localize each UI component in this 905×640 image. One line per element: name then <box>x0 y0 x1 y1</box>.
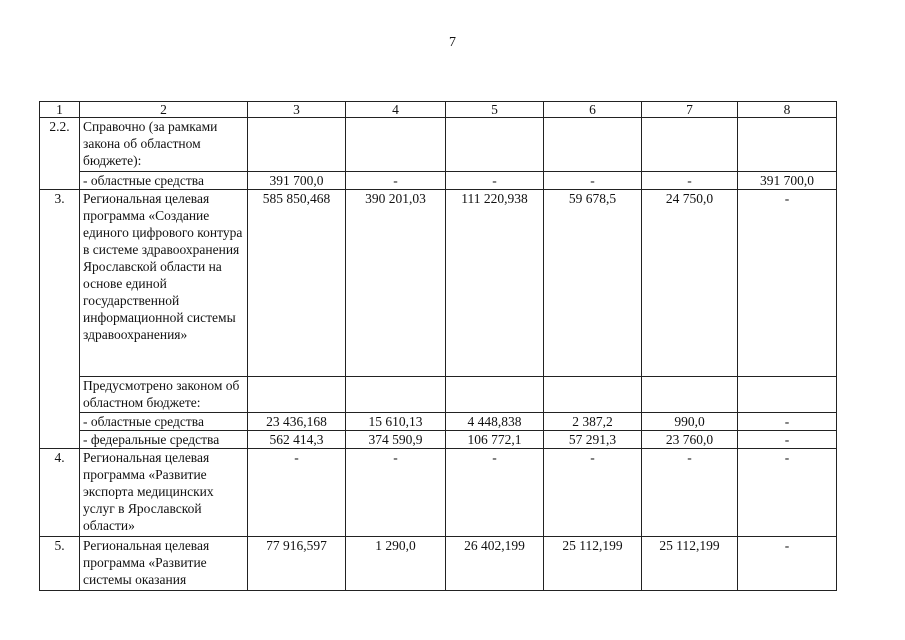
table-row <box>40 377 837 413</box>
table-row <box>40 413 837 431</box>
value-cell: - <box>642 449 738 537</box>
value-cell: - <box>544 449 642 537</box>
value-cell: 111 220,938 <box>446 190 544 377</box>
row-description: Региональная целевая программа «Создание единого цифрового контура в системе здравоохранения Ярославской области на основе единой государственной информационной системы здравоохранения» <box>80 190 248 377</box>
value-cell: - <box>544 172 642 190</box>
row-description: Региональная целевая программа «Развитие экспорта медицинских услуг в Ярославской области» <box>80 449 248 537</box>
value-cell: 562 414,3 <box>248 431 346 449</box>
value-cell: - <box>346 449 446 537</box>
value-cell: 23 760,0 <box>642 431 738 449</box>
budget-table <box>39 101 837 591</box>
value-cell: 2 387,2 <box>544 413 642 431</box>
header-cell: 8 <box>738 102 837 118</box>
row-description: Региональная целевая программа «Развитие системы оказания <box>80 537 248 591</box>
row-number: 4. <box>40 449 80 537</box>
row-note: Предусмотрено законом об областном бюджете: <box>80 377 248 413</box>
value-cell: - <box>248 449 346 537</box>
header-row <box>40 102 837 118</box>
value-cell: - <box>446 449 544 537</box>
header-cell: 1 <box>40 102 80 118</box>
row-number: 5. <box>40 537 80 591</box>
value-cell: 4 448,838 <box>446 413 544 431</box>
value-cell: 391 700,0 <box>248 172 346 190</box>
value-cell: - <box>738 537 837 591</box>
table-row <box>40 172 837 190</box>
header-cell: 4 <box>346 102 446 118</box>
value-cell: 25 112,199 <box>544 537 642 591</box>
value-cell: 57 291,3 <box>544 431 642 449</box>
row-number: 3. <box>40 190 80 449</box>
row-sub-label: - федеральные средства <box>80 431 248 449</box>
row-sub-label: - областные средства <box>80 172 248 190</box>
value-cell: - <box>738 449 837 537</box>
value-cell: 390 201,03 <box>346 190 446 377</box>
value-cell: 15 610,13 <box>346 413 446 431</box>
value-cell: 59 678,5 <box>544 190 642 377</box>
value-cell: 374 590,9 <box>346 431 446 449</box>
header-cell: 2 <box>80 102 248 118</box>
value-cell: - <box>738 431 837 449</box>
table-row <box>40 537 837 591</box>
row-description: Справочно (за рамками закона об областном бюджете): <box>80 118 248 172</box>
table-row <box>40 431 837 449</box>
value-cell: 23 436,168 <box>248 413 346 431</box>
table-row <box>40 190 837 377</box>
header-cell: 6 <box>544 102 642 118</box>
row-sub-label: - областные средства <box>80 413 248 431</box>
value-cell: 106 772,1 <box>446 431 544 449</box>
page-number: 7 <box>449 35 456 50</box>
value-cell: 24 750,0 <box>642 190 738 377</box>
value-cell: 391 700,0 <box>738 172 837 190</box>
row-number: 2.2. <box>40 118 80 190</box>
table-row <box>40 118 837 172</box>
value-cell: 1 290,0 <box>346 537 446 591</box>
value-cell: - <box>642 172 738 190</box>
value-cell: 26 402,199 <box>446 537 544 591</box>
table-row <box>40 449 837 537</box>
value-cell: 990,0 <box>642 413 738 431</box>
value-cell: 77 916,597 <box>248 537 346 591</box>
value-cell: - <box>346 172 446 190</box>
value-cell: 585 850,468 <box>248 190 346 377</box>
value-cell: 25 112,199 <box>642 537 738 591</box>
value-cell: - <box>738 190 837 377</box>
header-cell: 7 <box>642 102 738 118</box>
value-cell: - <box>738 413 837 431</box>
header-cell: 5 <box>446 102 544 118</box>
value-cell: - <box>446 172 544 190</box>
header-cell: 3 <box>248 102 346 118</box>
